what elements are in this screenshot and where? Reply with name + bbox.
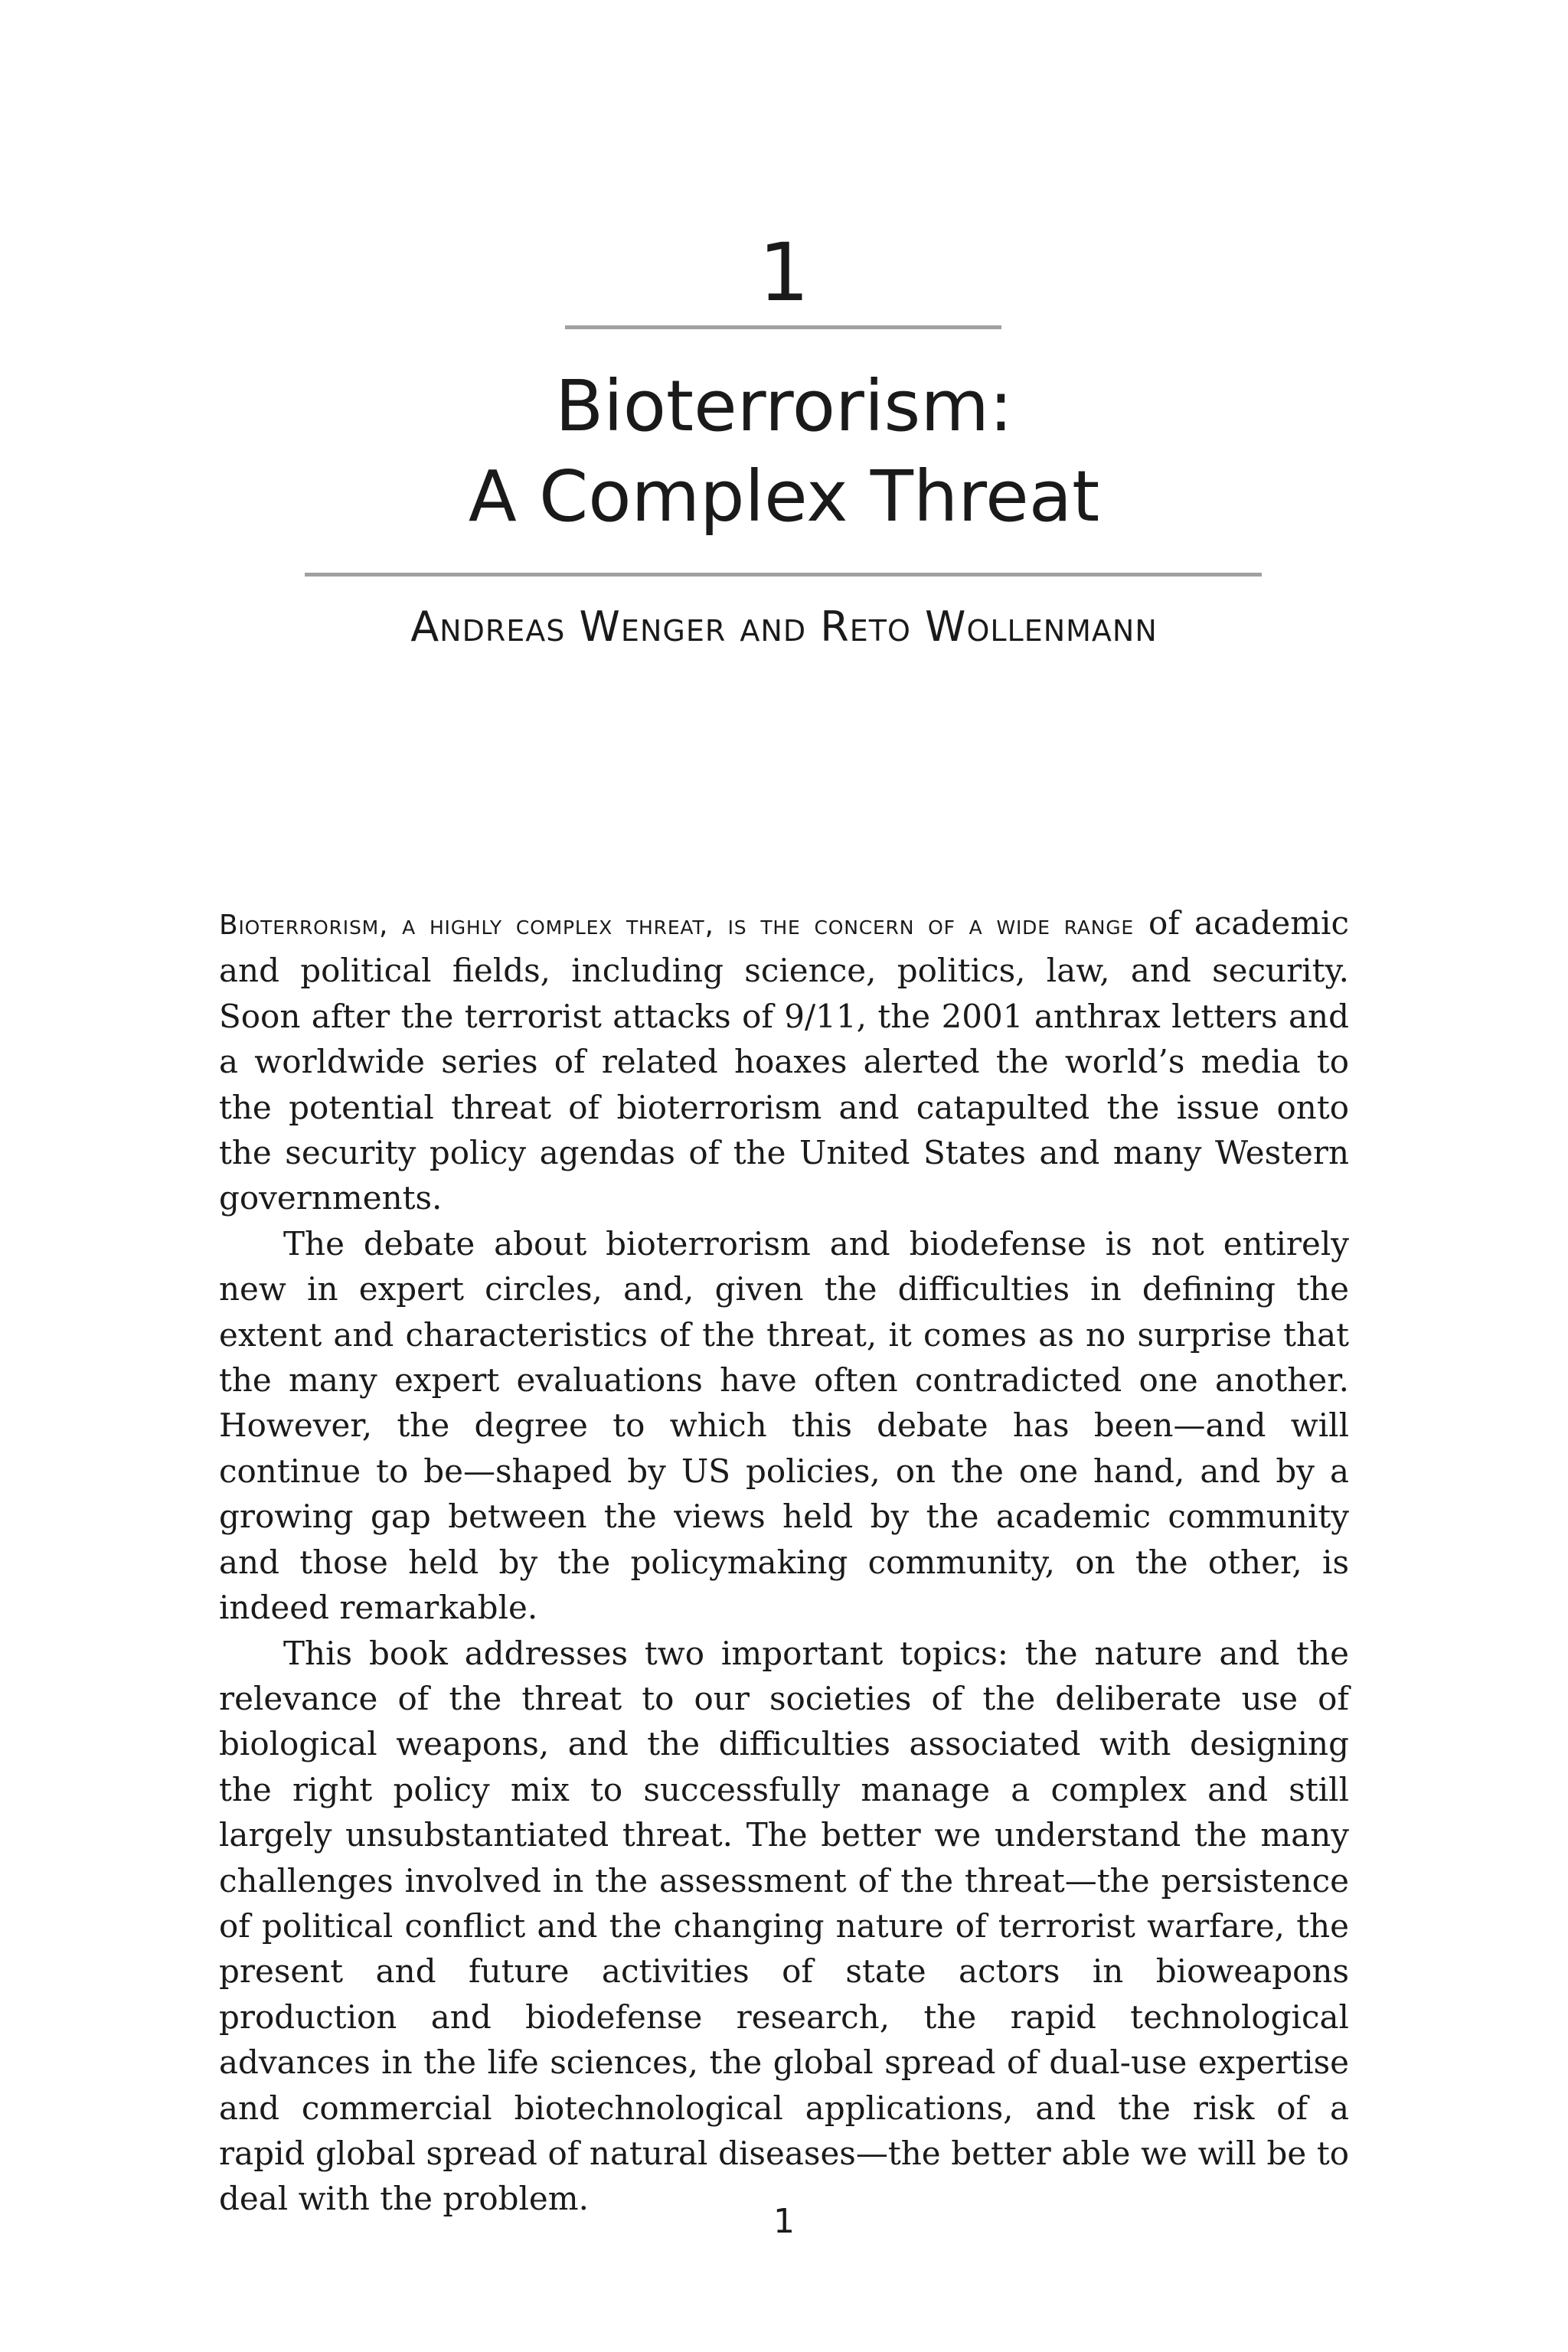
chapter-authors: Andreas Wenger and Reto Wollenmann <box>410 603 1158 651</box>
chapter-title-line-2: A Complex Threat <box>468 456 1100 537</box>
paragraph-1-text: of academic and political fields, including science, politics, law, and security. Soon after the terrorist attacks of 9/11, the 2001 anthrax letters and a worldwide series of related hoaxes alerted the world’s media to the potential threat of bioterrorism and catapulted the issue onto the security policy agendas of the United States and many Western governments. <box>219 904 1349 1217</box>
chapter-title <box>0 361 1568 542</box>
paragraph-1-lead: Bioterrorism, a highly complex threat, is the concern of a wide range <box>219 910 1135 941</box>
chapter-title-line-1: Bioterrorism: <box>555 365 1013 447</box>
paragraph-1 <box>219 900 1349 1221</box>
body-text <box>219 900 1349 2222</box>
paragraph-3: This book addresses two important topics: the nature and the relevance of the threat to our societies of the deliberate use of biological weapons, and the difficulties associated with designing the right policy mix to successfully manage a complex and still largely unsubstantiated threat. The better we understand the many challenges involved in the assessment of the threat—the persistence of political conflict and the changing nature of terrorist warfare, the present and future activities of state actors in bioweapons production and biodefense research, the rapid technological advances in the life sciences, the global spread of dual-use expertise and commercial biotechnological applications, and the risk of a rapid global spread of natural diseases—the better able we will be to deal with the problem. <box>219 1634 1349 2218</box>
paragraph-2: The debate about bioterrorism and biodefense is not entirely new in expert circles, and, given the difficulties in defining the extent and characteristics of the threat, it comes as no surprise that the many expert evaluations have often contradicted one another. However, the degree to which this debate has been—and will continue to be—shaped by US policies, on the one hand, and by a growing gap between the views held by the academic community and those held by the policymaking community, on the other, is indeed remarkable. <box>219 1224 1349 1627</box>
chapter-title-rule <box>305 573 1262 577</box>
chapter-number-rule <box>565 325 1001 329</box>
chapter-number: 1 <box>758 226 810 319</box>
page-number: 1 <box>773 2202 795 2241</box>
